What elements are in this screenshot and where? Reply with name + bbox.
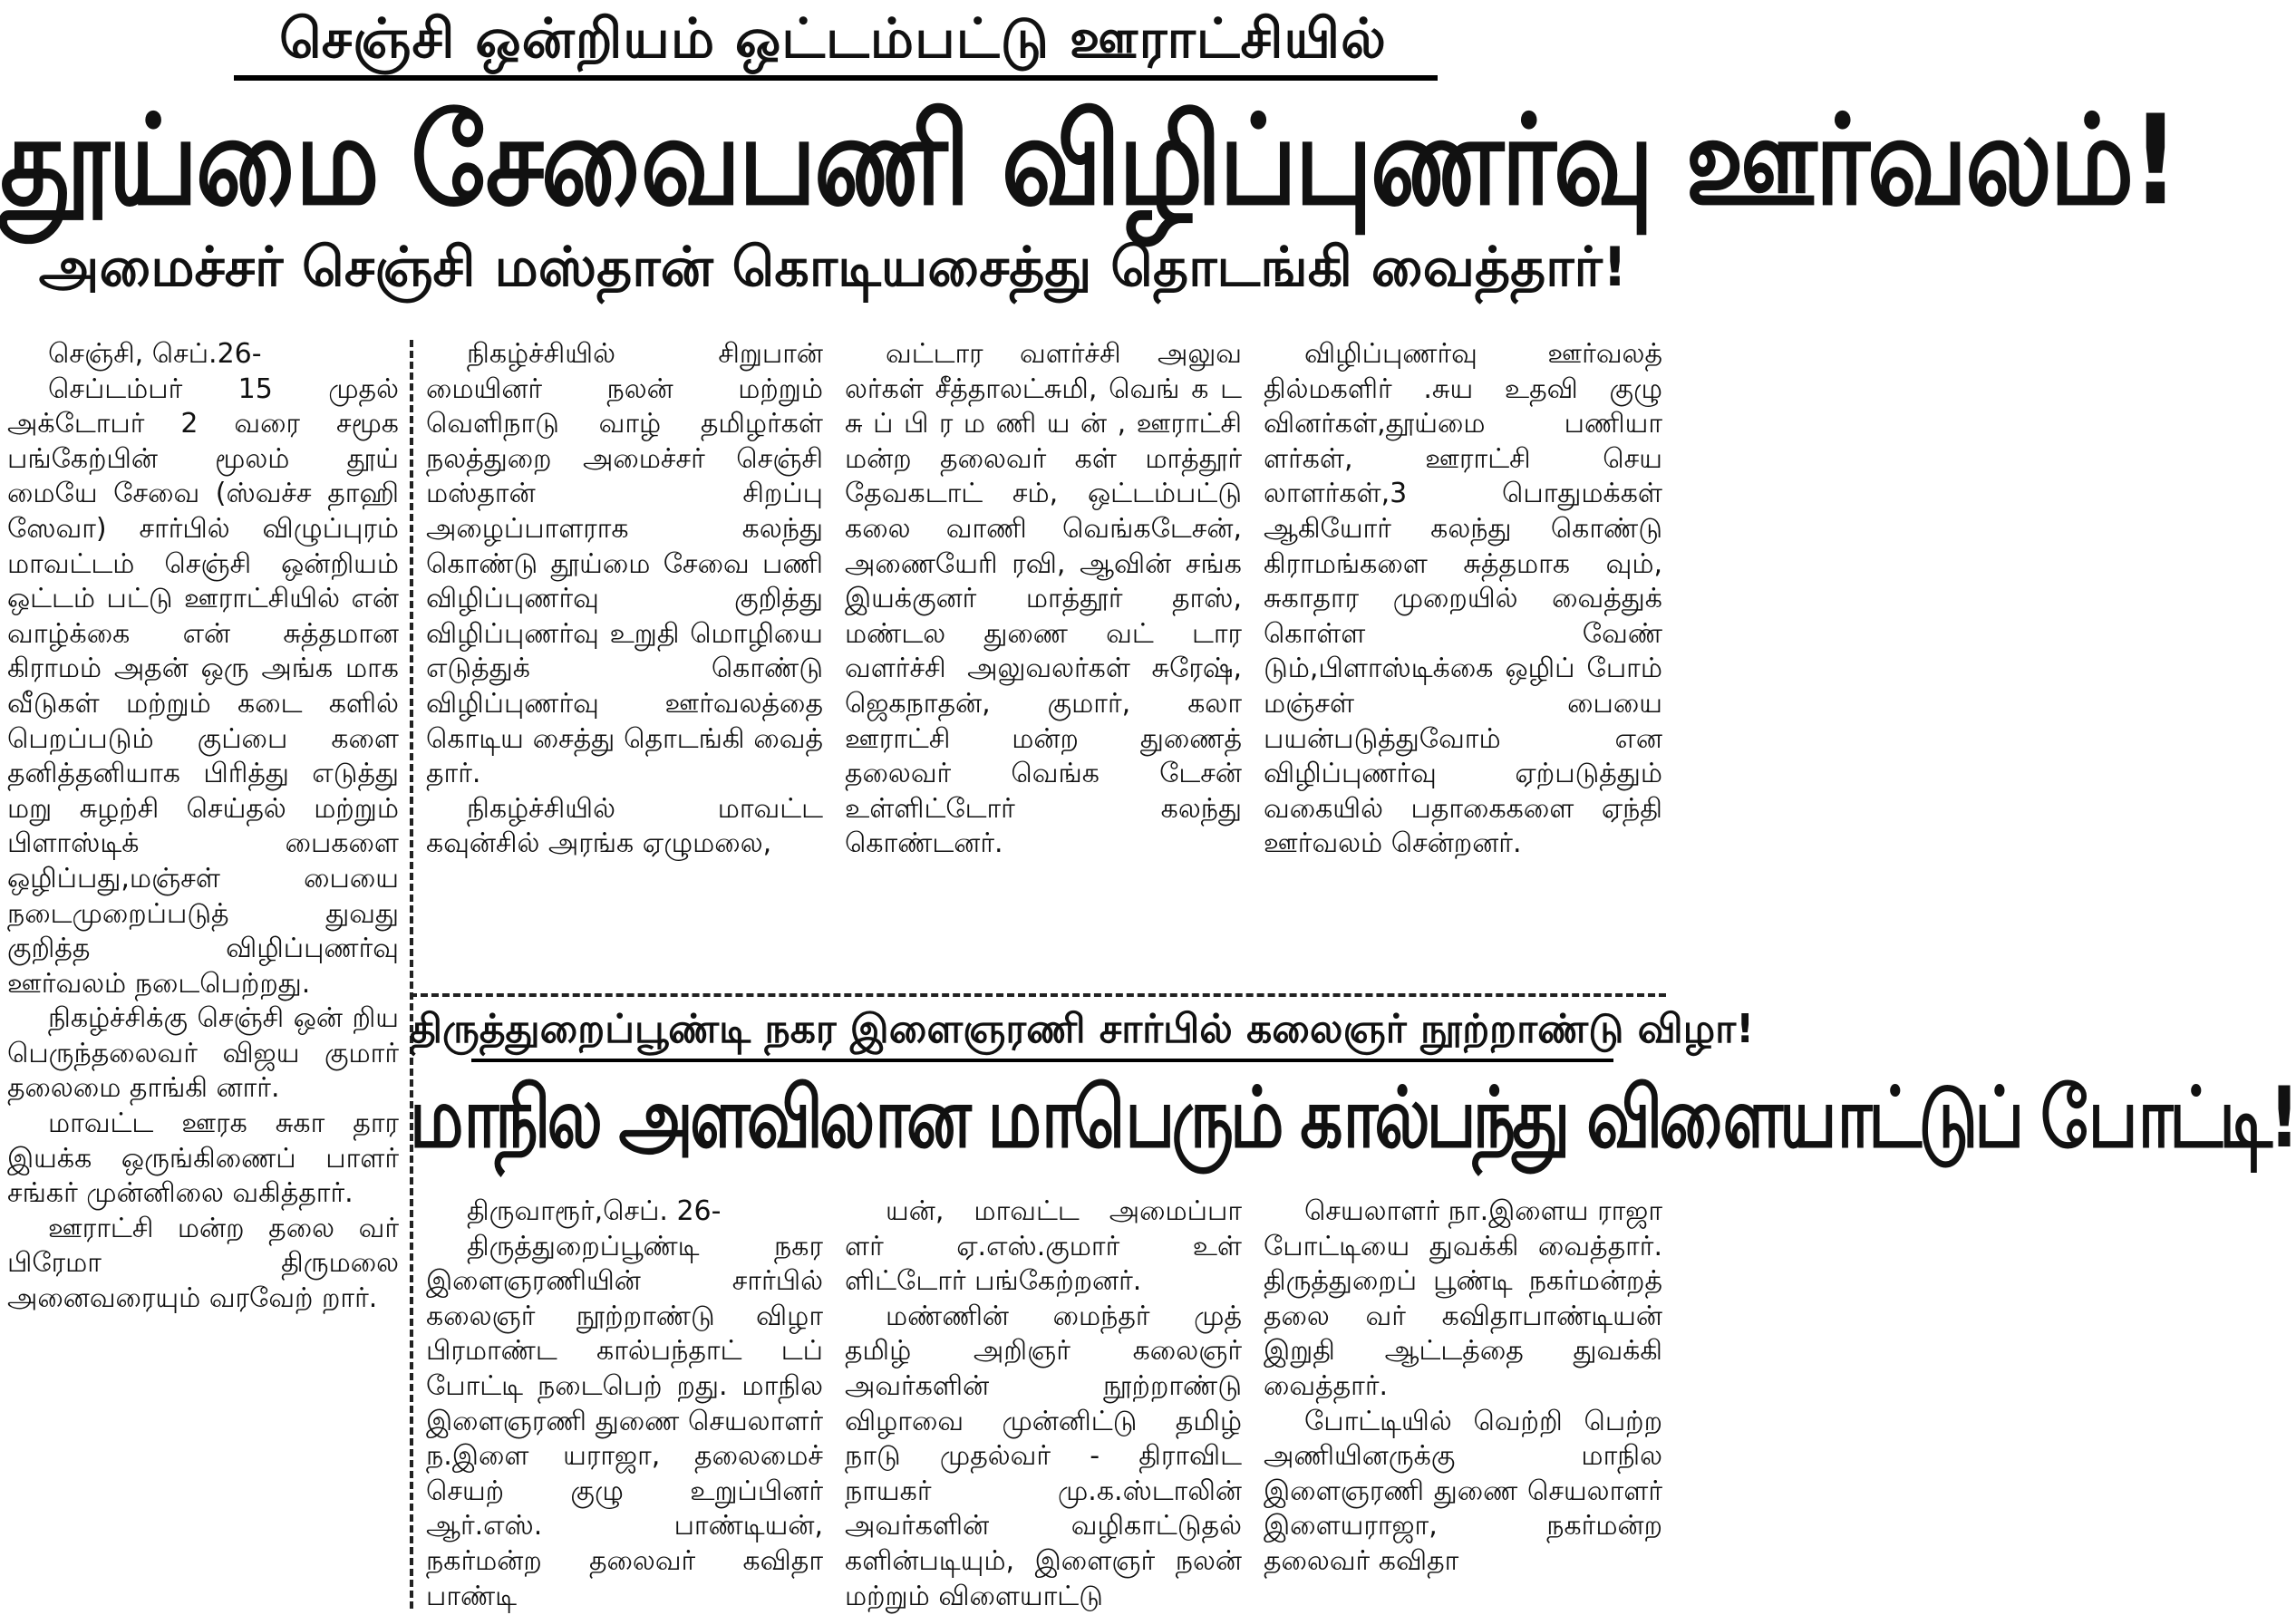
column-divider — [410, 340, 413, 1609]
paragraph: செப்டம்பர் 15 முதல் அக்டோபர் 2 வரை சமூக பங்கேற்பின் மூலம் தூய் மையே சேவை (ஸ்வச்ச தாஹி ஸேவா) சார்பில் விழுப்புரம் மாவட்டம் செஞ்சி ஒன்றியம் ஒட்டம் பட்டு ஊராட்சியில் என் வாழ்க்கை என் சுத்தமான கிராமம் அதன் ஒரு அங்க மாக வீடுகள் மற்றும் கடை களில் பெறப்படும் குப்பை களை தனித்தனியாக பிரித்து எடுத்து மறு சுழற்சி செய்தல் மற்றும் பிளாஸ்டிக் பைகளை ஒழிப்பது,மஞ்சள் பையை நடைமுறைப்படுத் துவது குறித்த விழிப்புணர்வு ஊர்வலம் நடைபெற்றது. — [7, 372, 399, 1000]
paragraph: வட்டார வளர்ச்சி அலுவ லர்கள் சீத்தாலட்சுமி, வெங் க ட சு ப் பி ர ம ணி ய ன் , ஊராட்சி மன்ற தலைவர் கள் மாத்தூர் தேவகடாட் சம், ஒட்டம்பட்டு கலை வாணி வெங்கடேசன், அணையேரி ரவி, ஆவின் சங்க இயக்குனர் மாத்தூர் தாஸ், மண்டல துணை வட் டார வளர்ச்சி அலுவலர்கள் சுரேஷ், ஜெகநாதன், குமார், கலா ஊராட்சி மன்ற துணைத் தலைவர் வெங்க டேசன் உள்ளிட்டோர் கலந்து கொண்டனர். — [845, 338, 1242, 860]
paragraph: மாவட்ட ஊரக சுகா தார இயக்க ஒருங்கிணைப் பாளர் சங்கர் முன்னிலை வகித்தார். — [7, 1107, 399, 1210]
paragraph: செஞ்சி, செப்.26- — [48, 338, 262, 370]
story2-column-2 — [845, 1194, 1242, 1615]
story2-column-1 — [426, 1194, 823, 1615]
story1-column-2 — [426, 337, 823, 972]
paragraph: விழிப்புணர்வு ஊர்வலத் தில்மகளிர் .சுய உதவி குழு வினர்கள்,தூய்மை பணியா ளர்கள், ஊராட்சி செய லாளர்கள்,3 பொதுமக்கள் ஆகியோர் கலந்து கொண்டு கிராமங்களை சுத்தமாக வும், சுகாதார முறையில் வைத்துக் கொள்ள வேண் டும்,பிளாஸ்டிக்கை ஒழிப் போம் மஞ்சள் பையை பயன்படுத்துவோம் என விழிப்புணர்வு ஏற்படுத்தும் வகையில் பதாகைகளை ஏந்தி ஊர்வலம் சென்றனர். — [1264, 338, 1662, 860]
story2-kicker: திருத்துறைப்பூண்டி நகர இளைஞரணி சார்பில் கலைஞர் நூற்றாண்டு விழா! — [410, 1006, 1755, 1052]
story1-column-1 — [7, 337, 399, 1615]
story1-column-3 — [845, 337, 1242, 972]
kicker2-underline — [471, 1059, 1613, 1062]
paragraph: போட்டியில் வெற்றி பெற்ற அணியினருக்கு மாநில இளைஞரணி துணை செயலாளர் இளையராஜா, நகர்மன்ற தலைவர் கவிதா — [1264, 1405, 1662, 1577]
paragraph: திருவாரூர்,செப். 26- — [467, 1195, 722, 1227]
paragraph: நிகழ்ச்சியில் சிறுபான் மையினர் நலன் மற்றும் வெளிநாடு வாழ் தமிழர்கள் நலத்துறை அமைச்சர் செஞ்சி மஸ்தான் சிறப்பு அழைப்பாளராக கலந்து கொண்டு தூய்மை சேவை பணி விழிப்புணர்வு குறித்து விழிப்புணர்வு உறுதி மொழியை எடுத்துக் கொண்டு விழிப்புணர்வு ஊர்வலத்தை கொடிய சைத்து தொடங்கி வைத் தார். — [426, 338, 823, 790]
paragraph: செயலாளர் நா.இளைய ராஜா போட்டியை துவக்கி வைத்தார். திருத்துறைப் பூண்டி நகர்மன்றத் தலை வர் கவிதாபாண்டியன் இறுதி ஆட்டத்தை துவக்கி வைத்தார். — [1264, 1195, 1662, 1402]
story1-headline: தூய்மை சேவைபணி விழிப்புணர்வு ஊர்வலம்! — [0, 89, 2177, 234]
paragraph: யன், மாவட்ட அமைப்பா ளர் ஏ.எஸ்.குமார் உள் ளிட்டோர் பங்கேற்றனர். — [845, 1195, 1242, 1298]
paragraph: ஊராட்சி மன்ற தலை வர் பிரேமா திருமலை அனைவரையும் வரவேற் றார். — [7, 1212, 399, 1315]
paragraph: நிகழ்ச்சிக்கு செஞ்சி ஒன் றிய பெருந்தலைவர் விஜய குமார் தலைமை தாங்கி னார். — [7, 1002, 399, 1105]
story2-column-3 — [1264, 1194, 1662, 1615]
paragraph: நிகழ்ச்சியில் மாவட்ட கவுன்சில் அரங்க ஏழுமலை, — [426, 792, 823, 860]
paragraph: திருத்துறைப்பூண்டி நகர இளைஞரணியின் சார்பில் கலைஞர் நூற்றாண்டு விழா பிரமாண்ட கால்பந்தாட் டப் போட்டி நடைபெற் றது. மாநில இளைஞரணி துணை செயலாளர் ந.இளை யராஜா, தலைமைச் செயற் குழு உறுப்பினர் ஆர்.எஸ். பாண்டியன், நகர்மன்ற தலைவர் கவிதா பாண்டி — [426, 1230, 823, 1612]
story1-subhead: அமைச்சர் செஞ்சி மஸ்தான் கொடியசைத்து தொடங்கி வைத்தார்! — [38, 236, 1628, 299]
paragraph: மண்ணின் மைந்தர் முத் தமிழ் அறிஞர் கலைஞர் அவர்களின் நூற்றாண்டு விழாவை முன்னிட்டு தமிழ் நாடு முதல்வர் - திராவிட நாயகர் மு.க.ஸ்டாலின் அவர்களின் வழிகாட்டுதல் களின்படியும், இளைஞர் நலன் மற்றும் விளையாட்டு — [845, 1300, 1242, 1612]
kicker-underline — [234, 75, 1438, 81]
story1-column-4 — [1264, 337, 1662, 972]
story1-kicker: செஞ்சி ஒன்றியம் ஒட்டம்பட்டு ஊராட்சியில் — [279, 7, 1387, 71]
story2-headline: மாநில அளவிலான மாபெரும் கால்பந்து விளையாட்டுப் போட்டி! — [410, 1069, 2296, 1167]
story-divider — [410, 993, 1666, 997]
